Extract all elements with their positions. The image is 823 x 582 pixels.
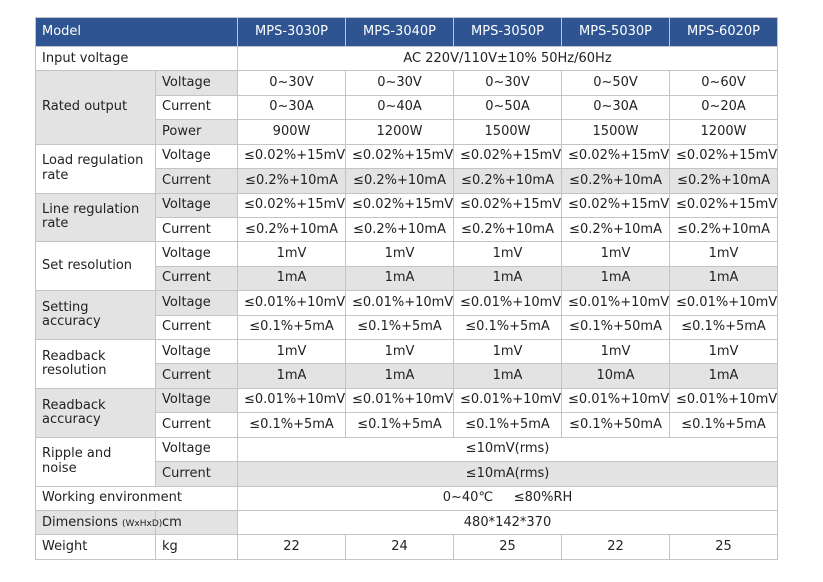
table-row: [36, 71, 778, 95]
table-row: [36, 486, 778, 510]
table-row: [36, 291, 778, 315]
cell-value: ≤0.2%+10mA: [346, 217, 454, 241]
cell-value: 0~30V: [454, 71, 562, 95]
cell-value: 1mA: [238, 364, 346, 388]
sub-label: Current: [156, 95, 238, 119]
row-label: Readback accuracy: [36, 388, 156, 437]
cell-value: ≤0.2%+10mA: [562, 217, 670, 241]
row-label: Load regulation rate: [36, 144, 156, 193]
cell-value: ≤0.2%+10mA: [454, 169, 562, 193]
cell-value: ≤0.01%+10mV: [238, 388, 346, 412]
cell-value: ≤0.01%+10mV: [670, 291, 778, 315]
cell-value: ≤0.1%+5mA: [238, 315, 346, 339]
sub-label: Current: [156, 462, 238, 486]
row-label: Working environment: [36, 486, 238, 510]
cell-value: ≤0.1%+5mA: [454, 413, 562, 437]
cell-value: ≤0.2%+10mA: [670, 169, 778, 193]
cell-value: 1mV: [238, 340, 346, 364]
cell-value: ≤0.2%+10mA: [454, 217, 562, 241]
cell-value: 1mA: [346, 266, 454, 290]
cell-value: ≤0.1%+50mA: [562, 315, 670, 339]
cell-value: ≤10mA(rms): [238, 462, 778, 486]
cell-value: ≤0.02%+15mV: [454, 193, 562, 217]
dimensions-note: (WxHxD): [122, 518, 163, 529]
cell-value: ≤0.1%+5mA: [670, 315, 778, 339]
row-label: [36, 511, 163, 535]
header-row: [36, 18, 778, 47]
cell-value: 1mV: [346, 340, 454, 364]
table-row: [36, 535, 778, 560]
sub-label: Current: [156, 217, 238, 241]
cell-value: ≤0.1%+5mA: [454, 315, 562, 339]
cell-value: 0~30A: [562, 95, 670, 119]
cell-value: 25: [454, 535, 562, 560]
row-label: Line regulation rate: [36, 193, 156, 242]
cell-value: 0~30A: [238, 95, 346, 119]
sub-label: Voltage: [156, 388, 238, 412]
dimensions-label: Dimensions: [42, 514, 118, 530]
sub-label: Current: [156, 315, 238, 339]
model-name: MPS-3050P: [454, 18, 562, 47]
cell-value: 0~50A: [454, 95, 562, 119]
cell-value: ≤0.1%+50mA: [562, 413, 670, 437]
cell-value: ≤0.02%+15mV: [670, 193, 778, 217]
cell-value: 1mV: [454, 340, 562, 364]
sub-label: Current: [156, 413, 238, 437]
row-label: Set resolution: [36, 242, 156, 291]
cell-value: 1500W: [562, 120, 670, 144]
cell-value: ≤0.02%+15mV: [454, 144, 562, 168]
unit-label: kg: [156, 535, 238, 560]
cell-value: 0~30V: [238, 71, 346, 95]
cell-value: ≤0.1%+5mA: [346, 315, 454, 339]
model-name: MPS-3030P: [238, 18, 346, 47]
cell-value: 0~30V: [346, 71, 454, 95]
model-name: MPS-3040P: [346, 18, 454, 47]
sub-label: Voltage: [156, 340, 238, 364]
cell-value: 0~40A: [346, 95, 454, 119]
table-row: [36, 437, 778, 461]
cell-value: 1200W: [670, 120, 778, 144]
cell-value: ≤0.01%+10mV: [670, 388, 778, 412]
cell-value: 1mV: [670, 242, 778, 266]
table-row: [36, 511, 778, 535]
table-row: [36, 388, 778, 412]
cell-value: 1mV: [562, 340, 670, 364]
cell-value: ≤0.01%+10mV: [238, 291, 346, 315]
cell-value: ≤0.1%+5mA: [670, 413, 778, 437]
table-row: [36, 144, 778, 168]
cell-value: ≤0.01%+10mV: [562, 388, 670, 412]
cell-value: 22: [562, 535, 670, 560]
cell-value: ≤0.02%+15mV: [562, 193, 670, 217]
cell-value: ≤0.02%+15mV: [562, 144, 670, 168]
sub-label: Voltage: [156, 437, 238, 461]
cell-value: 1mA: [562, 266, 670, 290]
cell-value: 1mV: [454, 242, 562, 266]
cell-value: 1mV: [238, 242, 346, 266]
cell-value: ≤0.01%+10mV: [346, 388, 454, 412]
cell-value: ≤0.02%+15mV: [238, 193, 346, 217]
row-label: Weight: [36, 535, 156, 560]
row-label: Input voltage: [36, 47, 238, 71]
sub-label: Voltage: [156, 193, 238, 217]
cell-value: 0~20A: [670, 95, 778, 119]
cell-value: 25: [670, 535, 778, 560]
cell-value: 10mA: [562, 364, 670, 388]
cell-value: ≤0.02%+15mV: [670, 144, 778, 168]
cell-value: ≤0.02%+15mV: [238, 144, 346, 168]
sub-label: Current: [156, 364, 238, 388]
model-name: MPS-5030P: [562, 18, 670, 47]
cell-value: ≤0.02%+15mV: [346, 144, 454, 168]
sub-label: Current: [156, 266, 238, 290]
row-label: Ripple and noise: [36, 437, 156, 486]
cell-value: 0~50V: [562, 71, 670, 95]
model-name: MPS-6020P: [670, 18, 778, 47]
cell-value: ≤0.01%+10mV: [562, 291, 670, 315]
cell-value: 900W: [238, 120, 346, 144]
cell-value: 22: [238, 535, 346, 560]
table-row: [36, 47, 778, 71]
cell-value: 1mV: [346, 242, 454, 266]
cell-value: 0~40℃ ≤80%RH: [238, 486, 778, 510]
sub-label: Current: [156, 169, 238, 193]
cell-value: ≤0.2%+10mA: [238, 169, 346, 193]
table-row: [36, 340, 778, 364]
cell-value: ≤0.01%+10mV: [454, 388, 562, 412]
cell-value: ≤0.01%+10mV: [346, 291, 454, 315]
table-row: [36, 242, 778, 266]
cell-value: ≤0.2%+10mA: [346, 169, 454, 193]
cell-value: ≤0.01%+10mV: [454, 291, 562, 315]
cell-value: 1200W: [346, 120, 454, 144]
cell-value: 1mA: [454, 266, 562, 290]
model-header: Model: [36, 18, 238, 47]
cell-value: ≤0.2%+10mA: [562, 169, 670, 193]
table-row: [36, 193, 778, 217]
cell-value: ≤10mV(rms): [238, 437, 778, 461]
cell-value: 1mA: [346, 364, 454, 388]
cell-value: 1mV: [670, 340, 778, 364]
cell-value: 480*142*370: [238, 511, 778, 535]
cell-value: ≤0.1%+5mA: [346, 413, 454, 437]
sub-label: Voltage: [156, 144, 238, 168]
sub-label: Power: [156, 120, 238, 144]
row-label: Rated output: [36, 71, 156, 144]
sub-label: Voltage: [156, 291, 238, 315]
sub-label: Voltage: [156, 242, 238, 266]
cell-value: ≤0.2%+10mA: [238, 217, 346, 241]
cell-value: 1500W: [454, 120, 562, 144]
cell-value: AC 220V/110V±10% 50Hz/60Hz: [238, 47, 778, 71]
cell-value: 1mA: [238, 266, 346, 290]
sub-label: Voltage: [156, 71, 238, 95]
cell-value: 24: [346, 535, 454, 560]
cell-value: ≤0.02%+15mV: [346, 193, 454, 217]
cell-value: ≤0.2%+10mA: [670, 217, 778, 241]
cell-value: 0~60V: [670, 71, 778, 95]
cell-value: 1mA: [670, 266, 778, 290]
cell-value: ≤0.1%+5mA: [238, 413, 346, 437]
cell-value: 1mV: [562, 242, 670, 266]
cell-value: 1mA: [670, 364, 778, 388]
cell-value: 1mA: [454, 364, 562, 388]
row-label: Readback resolution: [36, 340, 156, 389]
row-label: Setting accuracy: [36, 291, 156, 340]
unit-label: cm: [156, 511, 238, 535]
spec-table: [35, 17, 778, 560]
